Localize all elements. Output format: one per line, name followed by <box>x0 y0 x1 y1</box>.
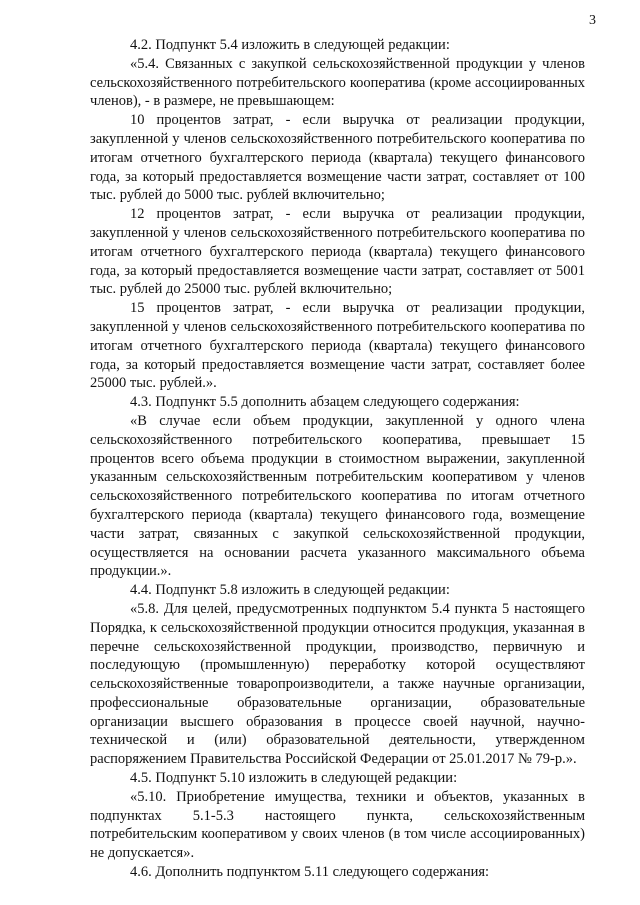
paragraph-4-6-heading: 4.6. Дополнить подпунктом 5.11 следующего содержания: <box>130 864 490 881</box>
paragraph-5-4-intro: «5.4. Связанных с закупкой сельскохозяйственной продукции у членов сельскохозяйственного потребительского кооператива (кроме ассоциированных членов), - в размере, не превышающем: <box>90 55 585 110</box>
paragraph-4-4-heading: 4.4. Подпункт 5.8 изложить в следующей редакции: <box>130 582 450 599</box>
paragraph-15-percent: 15 процентов затрат, - если выручка от реализации продукции, закупленной у членов сельскохозяйственного потребительского кооператива по итогам отчетного бухгалтерского периода (квартала) текущего финансового года, за который предоставляется возмещение части затрат, составляет более 25000 тыс. рублей.». <box>90 300 585 392</box>
paragraph-4-2-heading: 4.2. Подпункт 5.4 изложить в следующей редакции: <box>130 37 450 53</box>
paragraph-4-3-heading: 4.3. Подпункт 5.5 дополнить абзацем следующего содержания: <box>130 394 520 411</box>
paragraph-5-8-text: «5.8. Для целей, предусмотренных подпунктом 5.4 пункта 5 настоящего Порядка, к сельскохозяйственной продукции относится продукция, указанная в перечне сельскохозяйственной продукции, производство, первичную и последующую (промышленную) переработку которой осуществляют сельскохозяйственные товаропроизводители, а также научные организации, профессиональные образовательные организации, образовательные организации высшего образования в процессе своей научной, научно-технической и (или) образовательной деятельности, утвержденном распоряжением Правительства Российской Федерации от 25.01.2017 № 79-р.». <box>90 600 585 768</box>
page-number: 3 <box>589 13 596 28</box>
document-body <box>90 36 585 882</box>
paragraph-10-percent: 10 процентов затрат, - если выручка от реализации продукции, закупленной у членов сельскохозяйственного потребительского кооператива по итогам отчетного бухгалтерского периода (квартала) текущего финансового года, за который предоставляется возмещение части затрат, составляет от 100 тыс. рублей до 5000 тыс. рублей включительно; <box>90 112 585 204</box>
paragraph-4-5-heading: 4.5. Подпункт 5.10 изложить в следующей редакции: <box>130 770 458 787</box>
paragraph-5-10-text: «5.10. Приобретение имущества, техники и объектов, указанных в подпунктах 5.1-5.3 настоящего пункта, сельскохозяйственным потребительским кооперативом у своих членов (в том числе ассоциированных) не допускается». <box>90 788 585 862</box>
paragraph-12-percent: 12 процентов затрат, - если выручка от реализации продукции, закупленной у членов сельскохозяйственного потребительского кооператива по итогам отчетного бухгалтерского периода (квартала) текущего финансового года, за который предоставляется возмещение части затрат, составляет от 5001 тыс. рублей до 25000 тыс. рублей включительно; <box>90 206 585 298</box>
paragraph-5-5-addition: «В случае если объем продукции, закупленной у одного члена сельскохозяйственного потребительского кооператива, превышает 15 процентов всего объема продукции в стоимостном выражении, закупленной указанным сельскохозяйственным потребительским кооперативом у членов сельскохозяйственного потребительского кооператива по итогам отчетного бухгалтерского периода (квартала) текущего финансового года, возмещение части затрат, связанных с закупкой сельскохозяйственной продукции, осуществляется на основании расчета указанного максимального объема продукции.». <box>90 412 585 580</box>
